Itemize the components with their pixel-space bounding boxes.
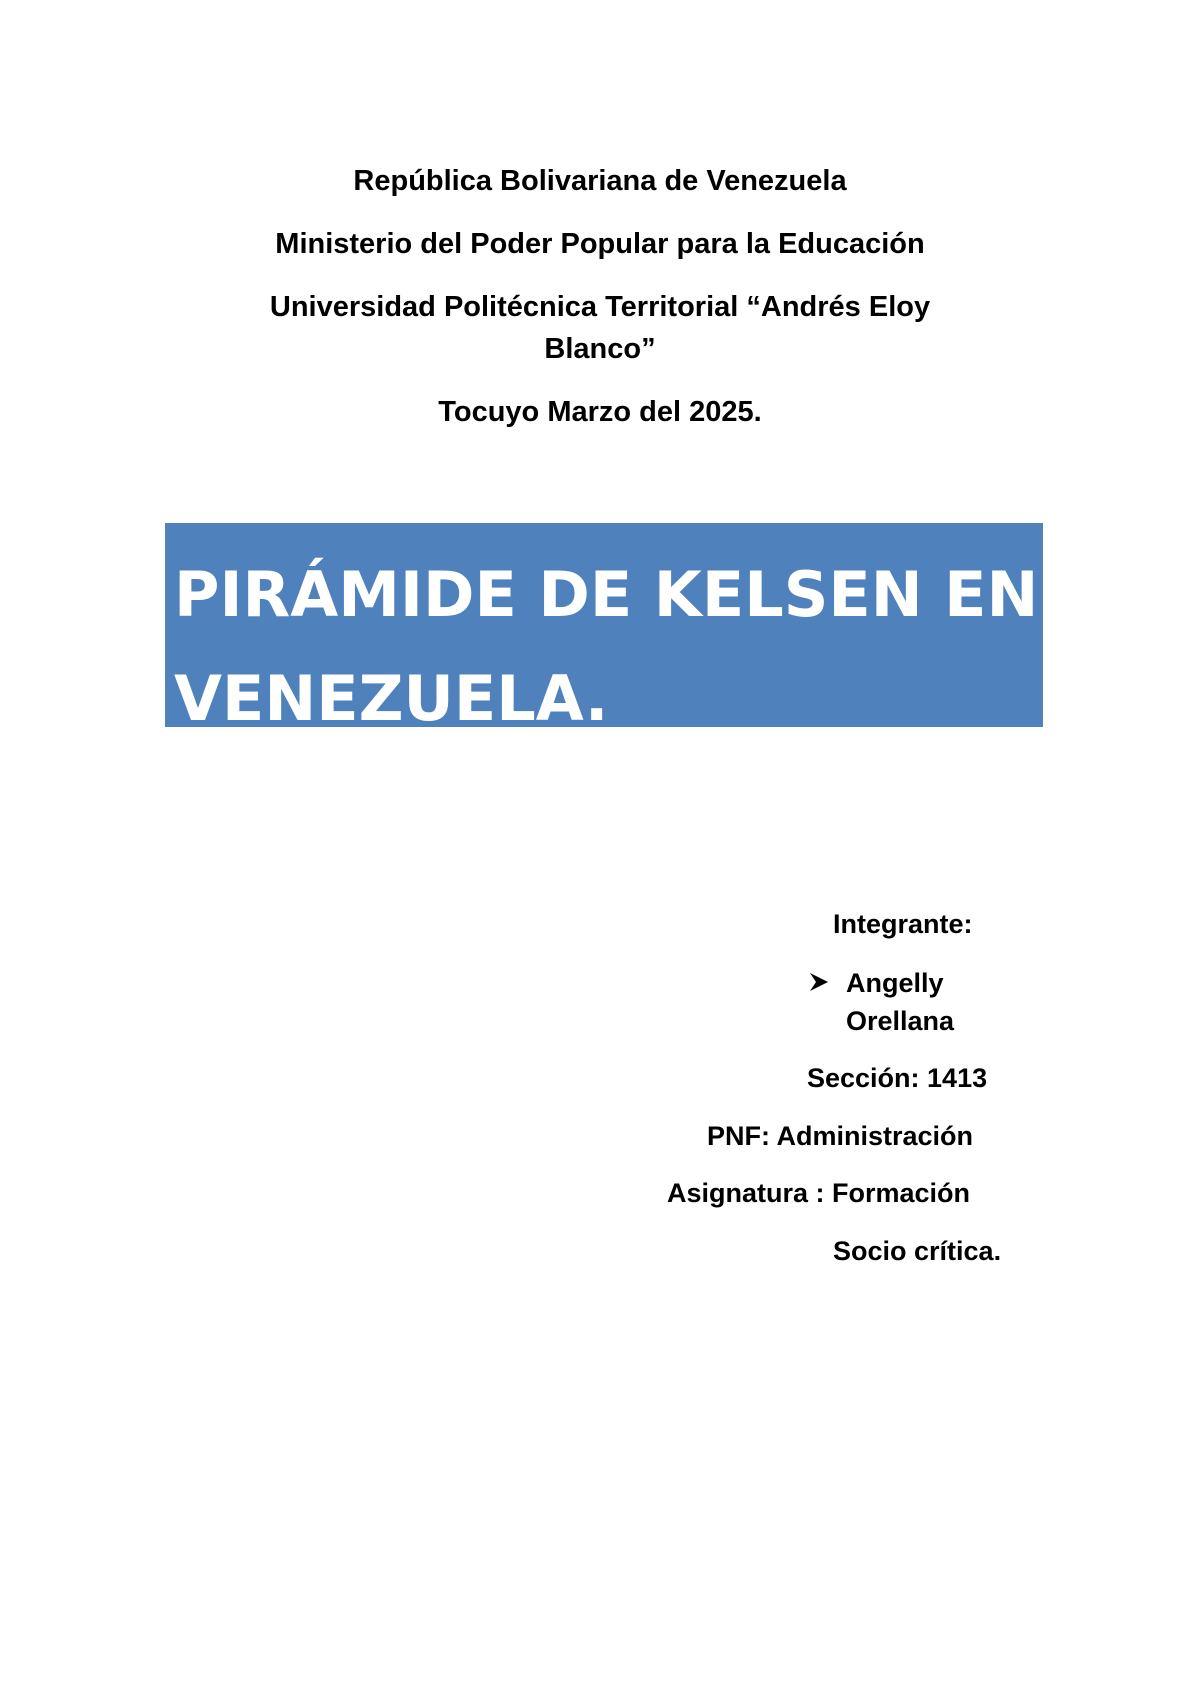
ministry-line: Ministerio del Poder Popular para la Educación: [275, 228, 925, 260]
country-line: República Bolivariana de Venezuela: [353, 165, 847, 197]
integrante-last-name: Orellana: [846, 1006, 955, 1036]
pnf-line: PNF: Administración: [707, 1121, 974, 1151]
university-line: [220, 286, 980, 370]
arrowhead-bullet-icon: [808, 971, 830, 993]
title-line-2: VENEZUELA.: [174, 662, 609, 735]
asignatura-continuation: Socio crítica.: [833, 1236, 1002, 1266]
institution-header: [220, 160, 980, 454]
university-line-part1: Universidad Politécnica Territorial “Andrés Eloy: [269, 291, 931, 323]
place-date-line: Tocuyo Marzo del 2025.: [438, 396, 762, 428]
seccion-line: Sección: 1413: [807, 1063, 988, 1093]
integrante-first-name: Angelly: [846, 968, 944, 998]
university-line-part2: Blanco”: [544, 333, 656, 365]
title-banner: [165, 523, 1043, 735]
integrante-label: Integrante:: [833, 909, 973, 939]
title-line-1: PIRÁMIDE DE KELSEN EN: [174, 558, 1039, 631]
asignatura-line: Asignatura : Formación: [667, 1178, 971, 1208]
